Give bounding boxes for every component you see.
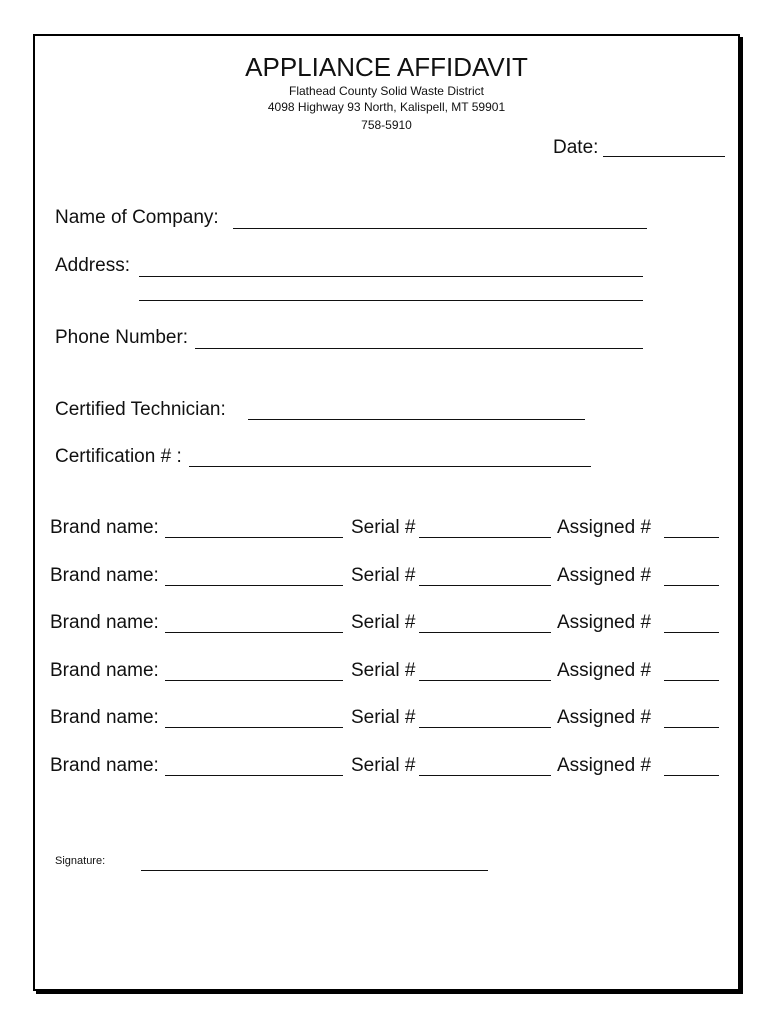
serial-number-field[interactable]	[419, 727, 551, 728]
signature-field[interactable]	[141, 870, 488, 871]
brand-name-label: Brand name:	[50, 755, 159, 776]
phone-number-label: Phone Number:	[55, 327, 189, 348]
address-field-line1[interactable]	[139, 276, 643, 277]
org-address: 4098 Highway 93 North, Kalispell, MT 59901	[267, 100, 506, 114]
address-label: Address:	[55, 255, 130, 276]
serial-number-label: Serial #	[351, 517, 416, 538]
org-phone: 758-5910	[361, 118, 412, 132]
serial-number-label: Serial #	[351, 707, 416, 729]
form-title: APPLIANCE AFFIDAVIT	[245, 52, 528, 82]
appliance-affidavit-form	[33, 34, 740, 991]
brand-name-label: Brand name:	[50, 517, 159, 538]
assigned-number-label: Assigned #	[557, 659, 652, 681]
assigned-number-label: Assigned #	[557, 517, 652, 538]
serial-number-field[interactable]	[419, 632, 551, 633]
serial-number-label: Serial #	[351, 612, 416, 634]
brand-name-field[interactable]	[165, 632, 343, 633]
company-name-label: Name of Company:	[55, 207, 219, 228]
serial-number-label: Serial #	[351, 755, 416, 776]
assigned-number-label: Assigned #	[557, 612, 652, 634]
certified-technician-label: Certified Technician:	[55, 399, 226, 420]
brand-name-field[interactable]	[165, 537, 343, 538]
company-name-field[interactable]	[233, 228, 647, 229]
brand-name-label: Brand name:	[50, 659, 159, 681]
signature-label: Signature:	[55, 855, 106, 867]
certification-number-field[interactable]	[189, 466, 591, 467]
assigned-number-field[interactable]	[664, 727, 719, 728]
address-field-line2[interactable]	[139, 300, 643, 301]
serial-number-label: Serial #	[351, 564, 416, 586]
serial-number-field[interactable]	[419, 680, 551, 681]
brand-name-field[interactable]	[165, 775, 343, 776]
assigned-number-field[interactable]	[664, 680, 719, 681]
phone-number-field[interactable]	[195, 348, 643, 349]
serial-number-field[interactable]	[419, 537, 551, 538]
assigned-number-field[interactable]	[664, 537, 719, 538]
assigned-number-field[interactable]	[664, 632, 719, 633]
certified-technician-field[interactable]	[248, 419, 585, 420]
brand-name-label: Brand name:	[50, 707, 159, 729]
brand-name-field[interactable]	[165, 585, 343, 586]
assigned-number-label: Assigned #	[557, 707, 652, 729]
assigned-number-label: Assigned #	[557, 564, 652, 586]
serial-number-field[interactable]	[419, 585, 551, 586]
brand-name-label: Brand name:	[50, 564, 159, 586]
date-label: Date:	[553, 137, 599, 158]
assigned-number-field[interactable]	[664, 585, 719, 586]
brand-name-field[interactable]	[165, 727, 343, 728]
brand-name-label: Brand name:	[50, 612, 159, 634]
certification-number-label: Certification # :	[55, 446, 182, 467]
serial-number-label: Serial #	[351, 659, 416, 681]
brand-name-field[interactable]	[165, 680, 343, 681]
date-field[interactable]	[603, 156, 725, 157]
assigned-number-label: Assigned #	[557, 755, 652, 776]
org-name: Flathead County Solid Waste District	[289, 84, 484, 98]
assigned-number-field[interactable]	[664, 775, 719, 776]
serial-number-field[interactable]	[419, 775, 551, 776]
